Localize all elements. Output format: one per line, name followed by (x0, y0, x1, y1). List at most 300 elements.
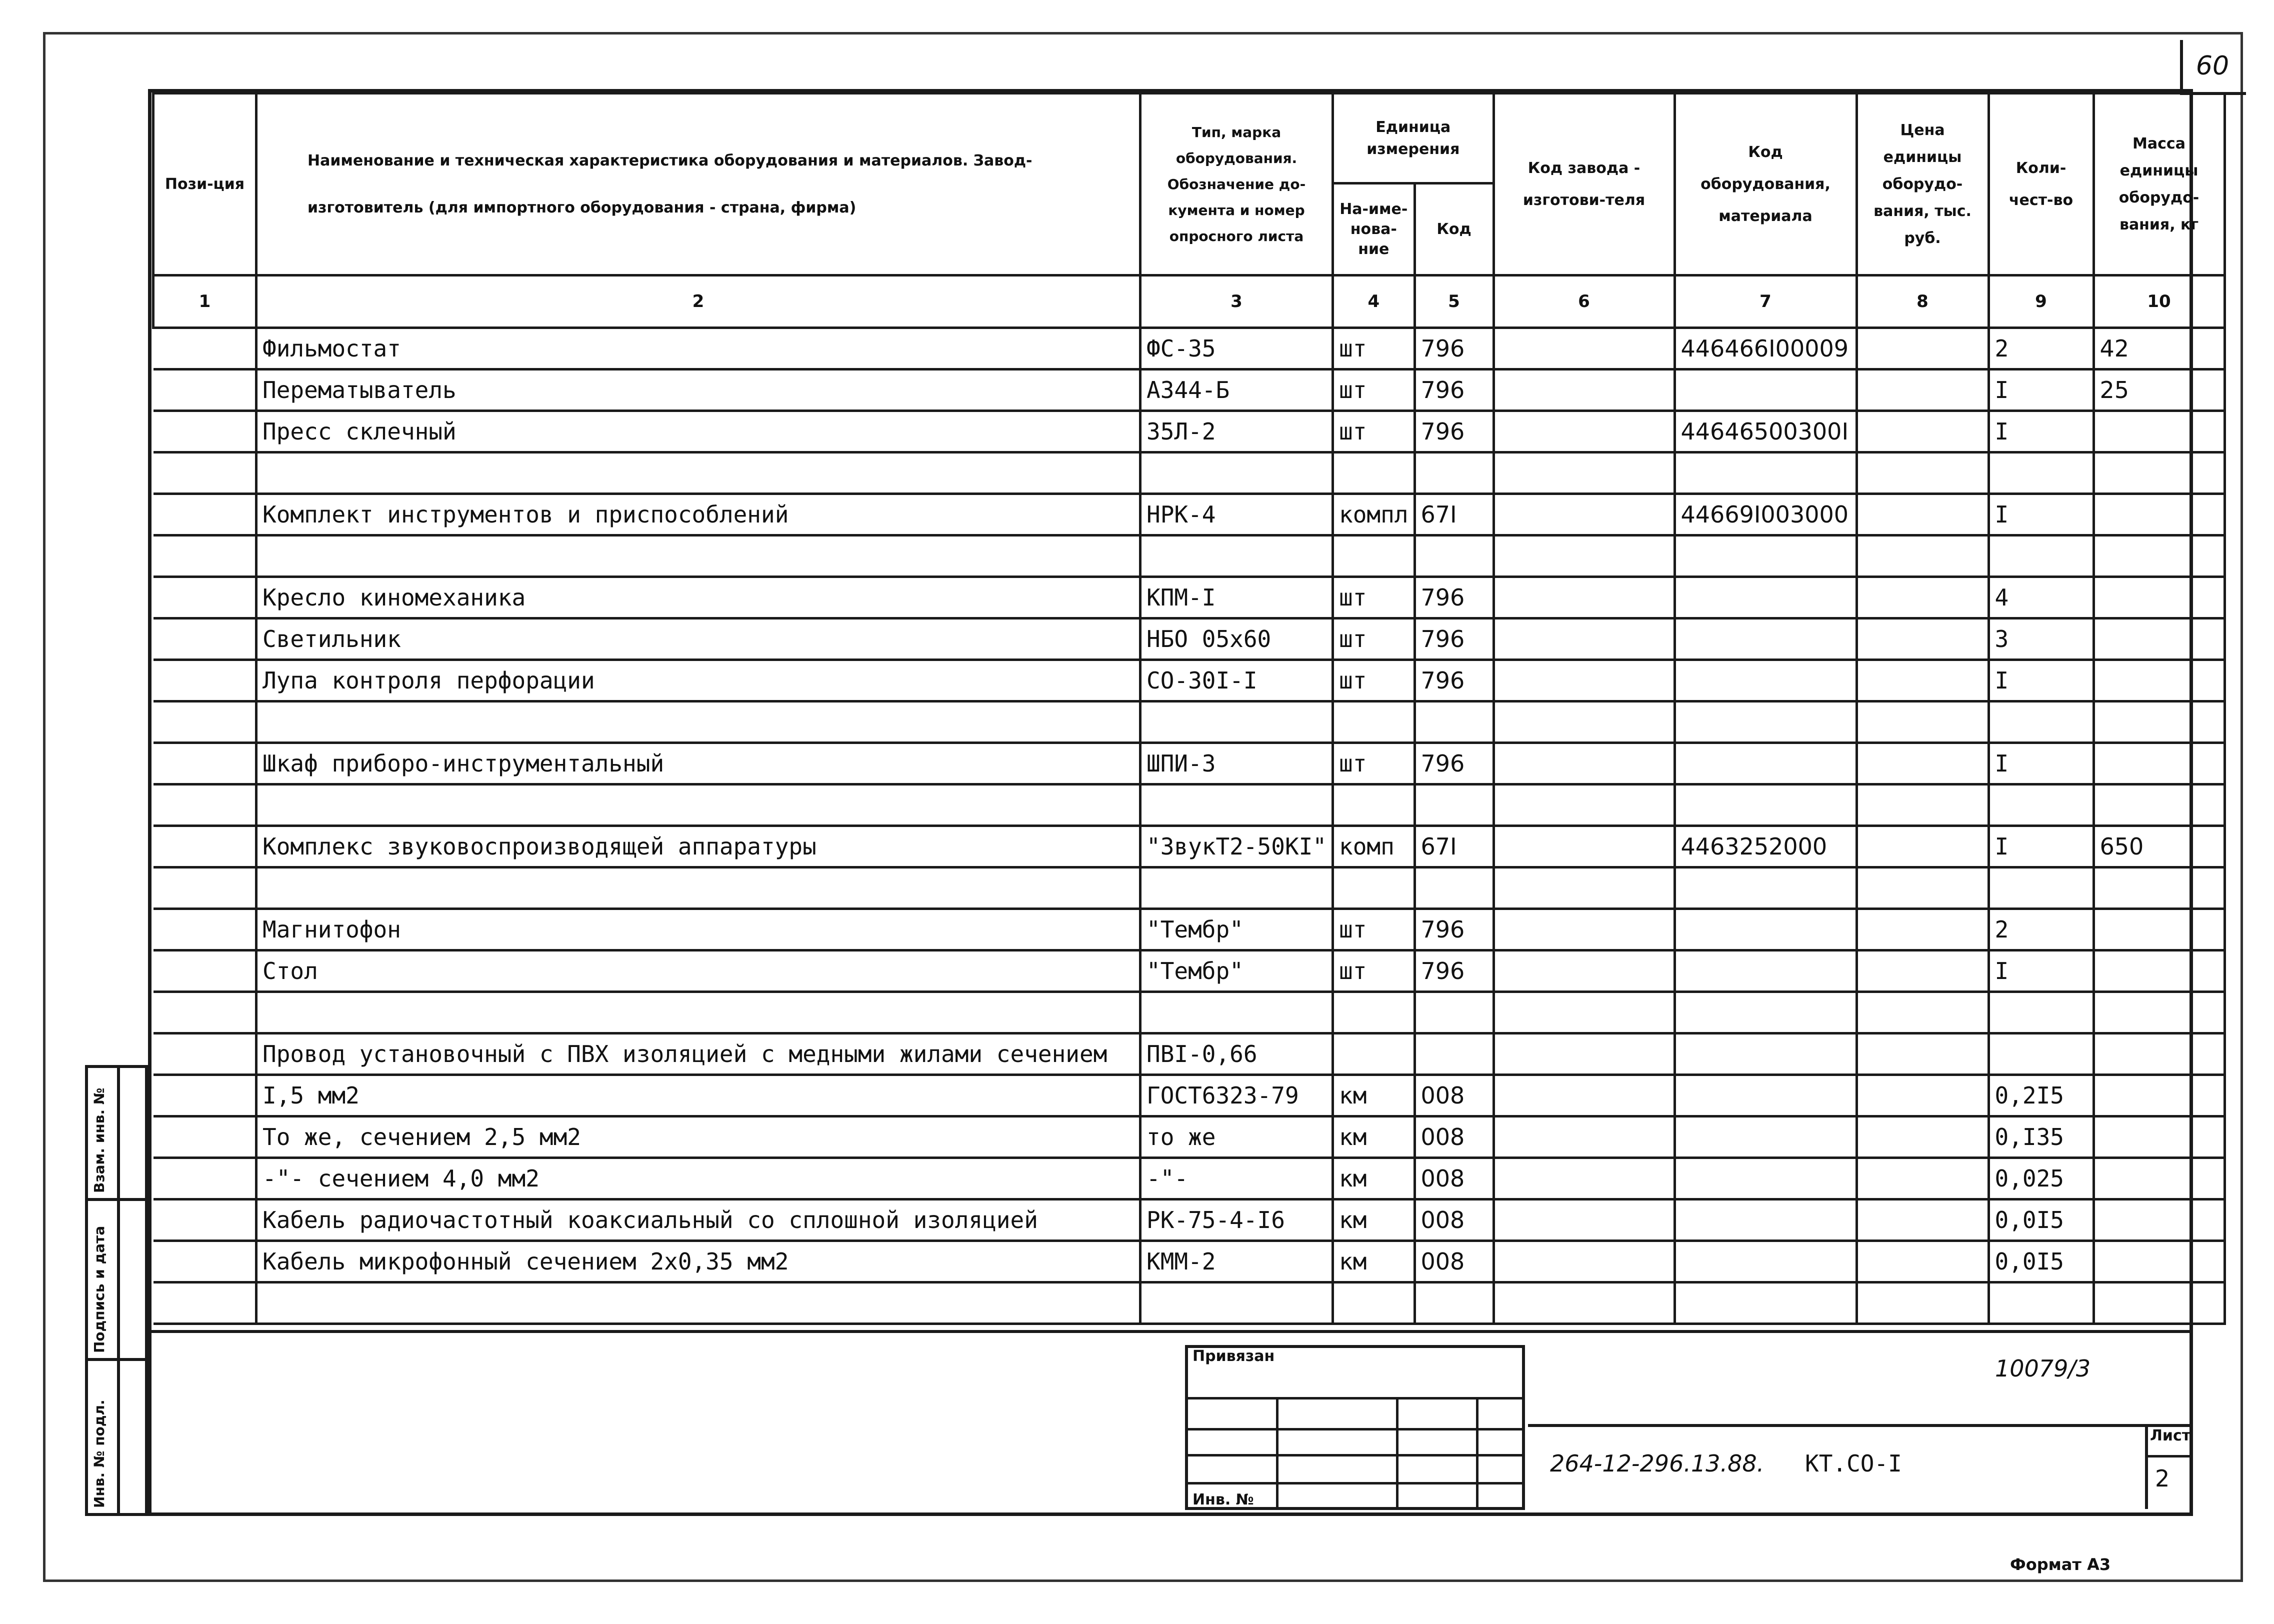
cell-type: ШПИ-3 (1140, 743, 1333, 784)
header-unit-group: Единица измерения (1333, 94, 1494, 184)
cell-unit: шт (1333, 950, 1414, 992)
cell-pos (154, 950, 256, 992)
cell-ucode (1414, 536, 1494, 577)
column-number: 2 (256, 276, 1140, 328)
cell-name: Пресс склечный (256, 411, 1140, 452)
table-row (154, 1034, 2225, 1075)
cell-price (1856, 950, 1988, 992)
cell-type (1140, 992, 1333, 1034)
cell-ucode: 796 (1414, 660, 1494, 702)
cell-mass (2094, 868, 2224, 909)
cell-mass (2094, 950, 2224, 992)
cell-name: Шкаф приборо-инструментальный (256, 743, 1140, 784)
cell-ecode: 44669I003000 (1674, 494, 1856, 536)
cell-qty (1988, 784, 2094, 826)
cell-unit (1333, 784, 1414, 826)
cell-name: Стол (256, 950, 1140, 992)
cell-name: -"- сечением 4,0 мм2 (256, 1158, 1140, 1200)
cell-ucode: 008 (1414, 1200, 1494, 1241)
cell-qty: 0,I35 (1988, 1116, 2094, 1158)
cell-type: НРК-4 (1140, 494, 1333, 536)
cell-ucode (1414, 702, 1494, 743)
margin-inv-orig: Инв. № подл. (91, 1400, 108, 1508)
cell-name (256, 784, 1140, 826)
cell-ecode (1674, 660, 1856, 702)
cell-fcode (1494, 328, 1674, 370)
cell-ucode (1414, 784, 1494, 826)
cell-ecode (1674, 370, 1856, 411)
cell-mass (2094, 1116, 2224, 1158)
cell-name (256, 536, 1140, 577)
header-unit-code: Код (1414, 184, 1494, 276)
cell-mass (2094, 577, 2224, 618)
cell-price (1856, 868, 1988, 909)
table-row (154, 743, 2225, 784)
cell-ucode: 796 (1414, 950, 1494, 992)
cell-type: -"- (1140, 1158, 1333, 1200)
cell-pos (154, 1241, 256, 1282)
cell-type: ФС-35 (1140, 328, 1333, 370)
cell-ucode (1414, 868, 1494, 909)
cell-ecode (1674, 1075, 1856, 1116)
cell-unit: шт (1333, 743, 1414, 784)
cell-ucode: 008 (1414, 1116, 1494, 1158)
cell-fcode (1494, 494, 1674, 536)
table-row (154, 868, 2225, 909)
cell-pos (154, 452, 256, 494)
cell-ecode: 44646500300I (1674, 411, 1856, 452)
column-number: 8 (1856, 276, 1988, 328)
cell-name (256, 868, 1140, 909)
cell-unit: компл (1333, 494, 1414, 536)
column-number: 7 (1674, 276, 1856, 328)
cell-ecode (1674, 992, 1856, 1034)
table-row (154, 370, 2225, 411)
cell-type (1140, 1282, 1333, 1324)
cell-name: Комплект инструментов и приспособлений (256, 494, 1140, 536)
cell-mass (2094, 909, 2224, 950)
table-row (154, 1282, 2225, 1324)
table-row (154, 618, 2225, 660)
cell-price (1856, 1158, 1988, 1200)
cell-fcode (1494, 1116, 1674, 1158)
cell-ucode: 796 (1414, 909, 1494, 950)
cell-pos (154, 1282, 256, 1324)
cell-price (1856, 826, 1988, 868)
cell-unit (1333, 536, 1414, 577)
cell-mass (2094, 660, 2224, 702)
cell-unit: шт (1333, 328, 1414, 370)
cell-price (1856, 494, 1988, 536)
cell-fcode (1494, 826, 1674, 868)
cell-pos (154, 328, 256, 370)
cell-qty (1988, 868, 2094, 909)
cell-qty: 0,025 (1988, 1158, 2094, 1200)
column-number: 10 (2094, 276, 2224, 328)
cell-ucode: 796 (1414, 743, 1494, 784)
cell-fcode (1494, 784, 1674, 826)
cell-unit: комп (1333, 826, 1414, 868)
cell-pos (154, 536, 256, 577)
column-number: 9 (1988, 276, 2094, 328)
cell-ucode (1414, 1034, 1494, 1075)
cell-fcode (1494, 950, 1674, 992)
cell-ecode (1674, 577, 1856, 618)
header-price: Цена единицы оборудо-вания, тыс. руб. (1856, 94, 1988, 276)
cell-price (1856, 1116, 1988, 1158)
cell-pos (154, 868, 256, 909)
cell-name: Светильник (256, 618, 1140, 660)
cell-mass (2094, 1282, 2224, 1324)
cell-type: то же (1140, 1116, 1333, 1158)
table-row (154, 784, 2225, 826)
cell-fcode (1494, 370, 1674, 411)
column-number: 5 (1414, 276, 1494, 328)
cell-price (1856, 452, 1988, 494)
stamp-inv-label: Инв. № (1192, 1491, 1254, 1508)
cell-ucode: 67I (1414, 826, 1494, 868)
cell-fcode (1494, 1241, 1674, 1282)
header-type: Тип, марка оборудования. Обозначение до-кумента и номер опросного листа (1140, 94, 1333, 276)
column-number: 6 (1494, 276, 1674, 328)
table-row (154, 1241, 2225, 1282)
cell-mass: 42 (2094, 328, 2224, 370)
cell-ucode (1414, 452, 1494, 494)
cell-name: Перематыватель (256, 370, 1140, 411)
cell-qty: 2 (1988, 328, 2094, 370)
cell-type: КПМ-I (1140, 577, 1333, 618)
cell-fcode (1494, 618, 1674, 660)
stamp-title-line (1528, 1424, 2193, 1427)
cell-ucode: 796 (1414, 577, 1494, 618)
table-row (154, 1075, 2225, 1116)
cell-mass (2094, 1034, 2224, 1075)
cell-qty: 0,0I5 (1988, 1200, 2094, 1241)
cell-name: Лупа контроля перфорации (256, 660, 1140, 702)
cell-ecode (1674, 950, 1856, 992)
cell-type: СО-30I-I (1140, 660, 1333, 702)
header-name: Наименование и техническая характеристика оборудования и материалов. Завод-изготовитель (для импортного оборудования - страна, фирма) (256, 94, 1140, 276)
cell-price (1856, 702, 1988, 743)
header-factory-code: Код завода - изготови-теля (1494, 94, 1674, 276)
cell-name: Кабель микрофонный сечением 2х0,35 мм2 (256, 1241, 1140, 1282)
specification-rows (154, 328, 2225, 1324)
table-row (154, 328, 2225, 370)
cell-fcode (1494, 577, 1674, 618)
cell-qty: I (1988, 660, 2094, 702)
cell-mass (2094, 784, 2224, 826)
cell-ucode: 008 (1414, 1075, 1494, 1116)
cell-fcode (1494, 660, 1674, 702)
cell-name: Кресло киномеханика (256, 577, 1140, 618)
header-position: Пози-ция (154, 94, 256, 276)
cell-ecode (1674, 452, 1856, 494)
cell-type (1140, 536, 1333, 577)
cell-price (1856, 1241, 1988, 1282)
cell-price (1856, 536, 1988, 577)
cell-type: ГОСТ6323-79 (1140, 1075, 1333, 1116)
header-mass: Масса единицы оборудо-вания, кг (2094, 94, 2224, 276)
cell-qty (1988, 1034, 2094, 1075)
sheet-corner-number: 60 (2196, 51, 2230, 81)
cell-mass (2094, 494, 2224, 536)
cell-ucode (1414, 1282, 1494, 1324)
cell-price (1856, 660, 1988, 702)
cell-mass (2094, 536, 2224, 577)
margin-replace-inv: Взам. инв. № (91, 1088, 108, 1193)
column-number: 3 (1140, 276, 1333, 328)
cell-name: То же, сечением 2,5 мм2 (256, 1116, 1140, 1158)
cell-ucode: 796 (1414, 328, 1494, 370)
cell-price (1856, 618, 1988, 660)
cell-fcode (1494, 1200, 1674, 1241)
cell-type: "ЗвукТ2-50КI" (1140, 826, 1333, 868)
cell-qty: I (1988, 950, 2094, 992)
cell-name: Провод установочный с ПВХ изоляцией с медными жилами сечением (256, 1034, 1140, 1075)
cell-ucode: 796 (1414, 411, 1494, 452)
cell-unit: км (1333, 1200, 1414, 1241)
cell-fcode (1494, 411, 1674, 452)
cell-name: Фильмостат (256, 328, 1140, 370)
cell-pos (154, 1158, 256, 1200)
cell-qty: 0,0I5 (1988, 1241, 2094, 1282)
cell-type: "Тембр" (1140, 950, 1333, 992)
cell-name (256, 992, 1140, 1034)
cell-price (1856, 992, 1988, 1034)
cell-mass: 650 (2094, 826, 2224, 868)
stamp-bound-label: Привязан (1192, 1348, 1275, 1365)
stamp-doc-suffix: КТ.СО-I (1805, 1450, 1902, 1477)
table-row (154, 826, 2225, 868)
cell-type (1140, 702, 1333, 743)
cell-ecode (1674, 1116, 1856, 1158)
cell-type (1140, 784, 1333, 826)
cell-ecode (1674, 618, 1856, 660)
cell-mass (2094, 1241, 2224, 1282)
cell-ecode (1674, 536, 1856, 577)
cell-pos (154, 660, 256, 702)
cell-qty (1988, 452, 2094, 494)
table-row (154, 411, 2225, 452)
binding-stamp (1185, 1345, 1525, 1510)
cell-fcode (1494, 1075, 1674, 1116)
cell-price (1856, 328, 1988, 370)
cell-mass (2094, 992, 2224, 1034)
cell-unit (1333, 1034, 1414, 1075)
cell-qty (1988, 702, 2094, 743)
table-row (154, 1116, 2225, 1158)
cell-fcode (1494, 868, 1674, 909)
cell-ecode (1674, 784, 1856, 826)
cell-mass (2094, 452, 2224, 494)
cell-name: Магнитофон (256, 909, 1140, 950)
cell-qty (1988, 1282, 2094, 1324)
cell-unit: шт (1333, 909, 1414, 950)
cell-pos (154, 1034, 256, 1075)
cell-fcode (1494, 702, 1674, 743)
table-row (154, 950, 2225, 992)
cell-pos (154, 992, 256, 1034)
stamp-doc-code: 264-12-296.13.88. (1550, 1450, 1764, 1477)
cell-unit: км (1333, 1116, 1414, 1158)
cell-price (1856, 743, 1988, 784)
cell-fcode (1494, 1282, 1674, 1324)
cell-qty: 2 (1988, 909, 2094, 950)
cell-type: КММ-2 (1140, 1241, 1333, 1282)
cell-ecode (1674, 1158, 1856, 1200)
cell-name (256, 1282, 1140, 1324)
cell-type (1140, 452, 1333, 494)
cell-pos (154, 784, 256, 826)
header-unit-name: На-име-нова-ние (1333, 184, 1414, 276)
cell-mass (2094, 1158, 2224, 1200)
cell-mass (2094, 618, 2224, 660)
table-row (154, 992, 2225, 1034)
cell-fcode (1494, 992, 1674, 1034)
cell-unit (1333, 452, 1414, 494)
cell-ecode: 4463252000 (1674, 826, 1856, 868)
cell-pos (154, 826, 256, 868)
cell-unit: шт (1333, 660, 1414, 702)
margin-sign-date: Подпись и дата (91, 1226, 108, 1353)
cell-ecode (1674, 1241, 1856, 1282)
cell-unit: км (1333, 1158, 1414, 1200)
cell-qty: 4 (1988, 577, 2094, 618)
cell-ecode (1674, 1034, 1856, 1075)
cell-ecode (1674, 909, 1856, 950)
column-number: 4 (1333, 276, 1414, 328)
cell-mass (2094, 1075, 2224, 1116)
cell-ecode (1674, 743, 1856, 784)
cell-price (1856, 1282, 1988, 1324)
cell-ucode: 008 (1414, 1158, 1494, 1200)
cell-pos (154, 1075, 256, 1116)
cell-qty: I (1988, 370, 2094, 411)
cell-qty: 3 (1988, 618, 2094, 660)
cell-mass (2094, 1200, 2224, 1241)
cell-price (1856, 370, 1988, 411)
table-row (154, 577, 2225, 618)
cell-pos (154, 411, 256, 452)
specification-table (152, 92, 2226, 1325)
cell-name (256, 702, 1140, 743)
cell-price (1856, 577, 1988, 618)
cell-type: НБО 05х60 (1140, 618, 1333, 660)
cell-price (1856, 909, 1988, 950)
table-row (154, 660, 2225, 702)
cell-ecode (1674, 702, 1856, 743)
cell-ecode: 446466I00009 (1674, 328, 1856, 370)
cell-mass (2094, 702, 2224, 743)
cell-ecode (1674, 1200, 1856, 1241)
cell-pos (154, 1200, 256, 1241)
cell-fcode (1494, 743, 1674, 784)
header-equipment-code: Код оборудования, материала (1674, 94, 1856, 276)
table-row (154, 1200, 2225, 1241)
table-row (154, 494, 2225, 536)
cell-name: Комплекс звуковоспроизводящей аппаратуры (256, 826, 1140, 868)
cell-name: Кабель радиочастотный коаксиальный со сплошной изоляцией (256, 1200, 1140, 1241)
cell-ucode: 796 (1414, 618, 1494, 660)
cell-pos (154, 370, 256, 411)
cell-price (1856, 411, 1988, 452)
cell-pos (154, 743, 256, 784)
cell-ucode: 008 (1414, 1241, 1494, 1282)
cell-ucode: 67I (1414, 494, 1494, 536)
cell-mass: 25 (2094, 370, 2224, 411)
cell-pos (154, 909, 256, 950)
stamp-ref-code: 10079/3 (1995, 1355, 2091, 1382)
table-row (154, 702, 2225, 743)
cell-type: ПВI-0,66 (1140, 1034, 1333, 1075)
cell-unit (1333, 1282, 1414, 1324)
cell-ucode: 796 (1414, 370, 1494, 411)
header-quantity: Коли-чест-во (1988, 94, 2094, 276)
cell-unit (1333, 868, 1414, 909)
table-row (154, 1158, 2225, 1200)
cell-ecode (1674, 1282, 1856, 1324)
cell-price (1856, 1200, 1988, 1241)
cell-price (1856, 1075, 1988, 1116)
cell-qty (1988, 992, 2094, 1034)
cell-type: 35Л-2 (1140, 411, 1333, 452)
margin-stamp (85, 1065, 148, 1516)
cell-price (1856, 784, 1988, 826)
cell-qty: I (1988, 494, 2094, 536)
cell-mass (2094, 743, 2224, 784)
cell-type (1140, 868, 1333, 909)
cell-fcode (1494, 536, 1674, 577)
cell-unit: км (1333, 1075, 1414, 1116)
format-label: Формат А3 (2010, 1555, 2111, 1574)
cell-type: РК-75-4-I6 (1140, 1200, 1333, 1241)
cell-unit: шт (1333, 411, 1414, 452)
cell-fcode (1494, 909, 1674, 950)
stamp-sheet-label: Лист (2150, 1427, 2191, 1444)
cell-price (1856, 1034, 1988, 1075)
cell-fcode (1494, 1034, 1674, 1075)
cell-ucode (1414, 992, 1494, 1034)
stamp-top-line (148, 1330, 2193, 1333)
cell-pos (154, 494, 256, 536)
cell-name (256, 452, 1140, 494)
cell-pos (154, 1116, 256, 1158)
cell-qty (1988, 536, 2094, 577)
table-row (154, 536, 2225, 577)
cell-qty: I (1988, 411, 2094, 452)
cell-type: "Тембр" (1140, 909, 1333, 950)
cell-qty: 0,2I5 (1988, 1075, 2094, 1116)
cell-qty: I (1988, 743, 2094, 784)
table-row (154, 909, 2225, 950)
cell-unit (1333, 702, 1414, 743)
cell-mass (2094, 411, 2224, 452)
cell-name: I,5 мм2 (256, 1075, 1140, 1116)
cell-qty: I (1988, 826, 2094, 868)
cell-unit (1333, 992, 1414, 1034)
cell-unit: шт (1333, 577, 1414, 618)
cell-pos (154, 618, 256, 660)
stamp-sheet-number: 2 (2155, 1465, 2170, 1492)
cell-fcode (1494, 1158, 1674, 1200)
cell-ecode (1674, 868, 1856, 909)
cell-pos (154, 702, 256, 743)
cell-unit: км (1333, 1241, 1414, 1282)
table-row (154, 452, 2225, 494)
cell-pos (154, 577, 256, 618)
cell-fcode (1494, 452, 1674, 494)
column-number: 1 (154, 276, 256, 328)
